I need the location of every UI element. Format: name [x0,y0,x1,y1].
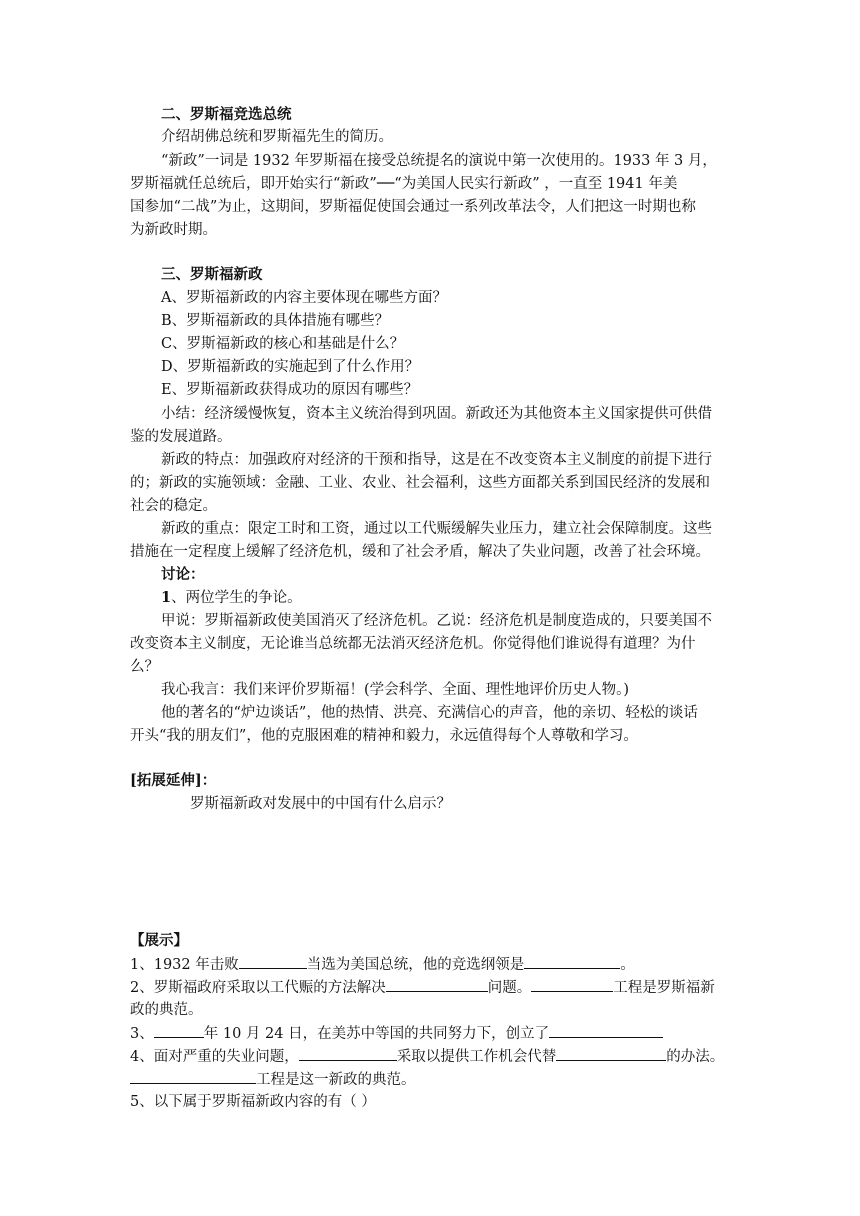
question-item: B、罗斯福新政的具体措施有哪些？ [161,313,390,329]
q1-text-b: 当选为美国总统，他的竞选纲领是 [306,957,525,973]
exhibit-question-2-cont: 政的典范。 [130,1002,203,1018]
discussion-label: 讨论： [161,566,205,583]
features-line: 的；新政的实施领域：金融、工业、农业、社会福利，这些方面都关系到国民经济的发展和 [130,475,710,491]
answer-blank[interactable] [386,976,488,992]
paragraph-line: 为新政时期。 [130,222,217,238]
features-line: 新政的特点：加强政府对经济的干预和指导，这是在不改变资本主义制度的前提下进行 [161,452,712,468]
answer-blank[interactable] [154,1022,204,1038]
extension-question: 罗斯福新政对发展中的中国有什么启示？ [190,796,451,812]
paragraph-line: 介绍胡佛总统和罗斯福先生的简历。 [161,129,393,145]
focus-line: 措施在一定程度上缓解了经济危机，缓和了社会矛盾，解决了失业问题，改善了社会环境。 [130,544,710,560]
paragraph-line: 国参加“二战”为止，这期间，罗斯福促使国会通过一系列改革法令，人们把这一时期也称 [130,199,696,215]
voice-line: 我心我言：我们来评价罗斯福！(学会科学、全面、理性地评价历史人物。) [161,682,630,698]
paragraph-line: 罗斯福就任总统后，即开始实行“新政”──“为美国人民实行新政” ，一直至 1941 年美 [130,176,678,192]
exhibit-question-4-cont [130,1068,416,1091]
q3-text-a: 3、 [130,1026,154,1042]
answer-blank[interactable] [524,953,620,969]
q4-text-b: 采取以提供工作机会代替 [396,1049,557,1065]
answer-blank[interactable] [549,1022,663,1038]
answer-blank[interactable] [239,953,307,969]
section2-heading: 二、罗斯福竞选总统 [161,106,292,123]
q3-text-b: 年 10 月 24 日，在美苏中等国的共同努力下，创立了 [203,1026,550,1042]
answer-blank[interactable] [130,1068,256,1084]
q2-text-c: 工程是罗斯福新 [613,980,715,996]
focus-line: 新政的重点：限定工时和工资，通过以工代赈缓解失业压力，建立社会保障制度。这些 [161,521,712,537]
debate-line: 甲说：罗斯福新政使美国消灭了经济危机。乙说：经济危机是制度造成的，只要美国不 [161,613,712,629]
answer-blank[interactable] [531,976,613,992]
summary-line: 小结：经济缓慢恢复，资本主义统治得到巩固。新政还为其他资本主义国家提供可供借 [161,406,712,422]
question-item: D、罗斯福新政的实施起到了什么作用？ [161,359,420,375]
answer-blank[interactable] [299,1045,397,1061]
exhibit-question-4 [130,1045,724,1068]
exhibit-heading: 【展示】 [130,932,188,949]
paragraph-line: “新政”一词是 1932 年罗斯福在接受总统提名的演说中第一次使用的。1933 年 3 月， [161,153,717,169]
section3-heading: 三、罗斯福新政 [161,266,263,283]
q2-text-b: 问题。 [487,980,532,996]
q4-text-d: 工程是这一新政的典范。 [256,1072,416,1088]
answer-blank[interactable] [556,1045,666,1061]
q1-text-c: 。 [620,957,635,973]
exhibit-question-2 [130,976,715,999]
item-number: 1 [161,589,172,606]
summary-line: 鉴的发展道路。 [130,429,232,445]
debate-line: 么？ [130,659,159,675]
exhibit-question-1 [130,953,635,976]
discussion-item [161,587,302,609]
question-item: E、罗斯福新政获得成功的原因有哪些？ [161,382,419,398]
item-text: 、两位学生的争论。 [171,590,302,606]
q4-text-a: 4、面对严重的失业问题， [130,1049,299,1065]
q2-text-a: 2、罗斯福政府采取以工代赈的方法解决 [130,980,386,996]
question-item: A、罗斯福新政的内容主要体现在哪些方面？ [161,290,447,306]
exhibit-question-3 [130,1022,663,1045]
extension-heading: [拓展延伸]： [130,772,217,789]
praise-line: 开头“我的朋友们”，他的克服困难的精神和毅力，永远值得每个人尊敬和学习。 [130,728,638,744]
features-line: 社会的稳定。 [130,498,217,514]
q4-text-c: 的办法。 [666,1049,725,1065]
praise-line: 他的著名的“炉边谈话”，他的热情、洪亮、充满信心的声音，他的亲切、轻松的谈话 [161,705,698,721]
q1-text-a: 1、1932 年击败 [130,957,239,973]
debate-line: 改变资本主义制度，无论谁当总统都无法消灭经济危机。你觉得他们谁说得有道理？为什 [130,636,696,652]
question-item: C、罗斯福新政的核心和基础是什么？ [161,336,405,352]
exhibit-question-5: 5、以下属于罗斯福新政内容的有（ ） [130,1094,376,1110]
